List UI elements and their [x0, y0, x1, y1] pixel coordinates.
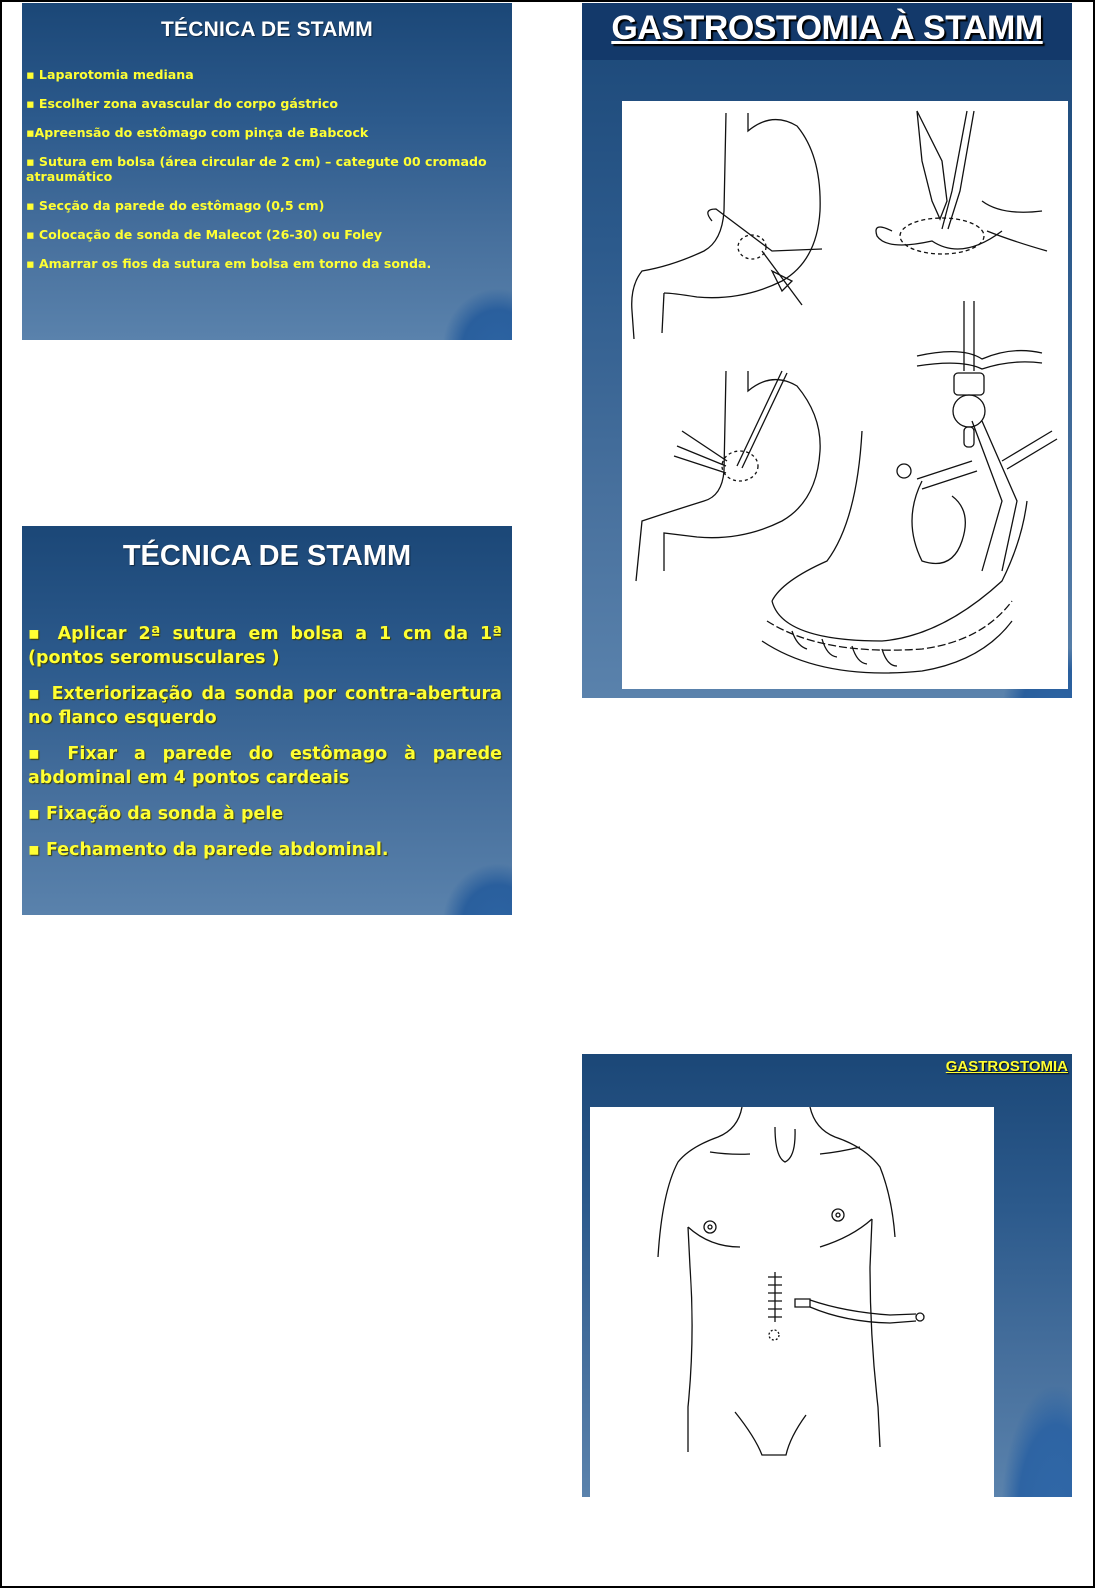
- bullet-item: ▪ Laparotomia mediana: [26, 67, 194, 82]
- torso-illustration-icon: [590, 1107, 994, 1497]
- torso-illustration: [590, 1107, 994, 1497]
- stomach-surgery-illustration: [622, 101, 1068, 689]
- bullet-item: ▪ Escolher zona avascular do corpo gástrico: [26, 96, 339, 111]
- bullet-item: ▪ Exteriorização da sonda por contra-abertura no flanco esquerdo: [28, 684, 502, 728]
- bullet-list: [22, 67, 512, 285]
- slide-gastrostomia: [582, 1054, 1072, 1497]
- decorative-wave: [1002, 1387, 1072, 1497]
- bullet-item: ▪ Fechamento da parede abdominal.: [28, 840, 389, 860]
- slide-title: GASTROSTOMIA: [945, 1058, 1068, 1075]
- bullet-list: [22, 622, 512, 874]
- slide-title: TÉCNICA DE STAMM: [122, 540, 412, 572]
- bullet-item: ▪ Fixação da sonda à pele: [28, 804, 284, 824]
- slide-gastrostomia-a-stamm: [582, 3, 1072, 698]
- slide-title: GASTROSTOMIA À STAMM: [611, 9, 1043, 47]
- bullet-item: ▪ Amarrar os fios da sutura em bolsa em torno da sonda.: [26, 256, 432, 271]
- bullet-item: ▪ Sutura em bolsa (área circular de 2 cm) – categute 00 cromado atraumático: [26, 154, 487, 184]
- bullet-item: ▪ Colocação de sonda de Malecot (26-30) ou Foley: [26, 227, 383, 242]
- slide-title: TÉCNICA DE STAMM: [160, 18, 374, 41]
- stomach-illustration-icon: [622, 101, 1068, 689]
- bullet-item: ▪ Aplicar 2ª sutura em bolsa a 1 cm da 1ª (pontos seromusculares ): [28, 624, 502, 668]
- decorative-wave: [442, 288, 512, 340]
- slide-tecnica-de-stamm-1: [22, 3, 512, 340]
- bullet-item: ▪ Fixar a parede do estômago à parede abdominal em 4 pontos cardeais: [28, 744, 502, 788]
- bullet-item: ▪ Secção da parede do estômago (0,5 cm): [26, 198, 325, 213]
- bullet-item: ▪Apreensão do estômago com pinça de Babcock: [26, 125, 369, 140]
- slide-tecnica-de-stamm-2: [22, 526, 512, 915]
